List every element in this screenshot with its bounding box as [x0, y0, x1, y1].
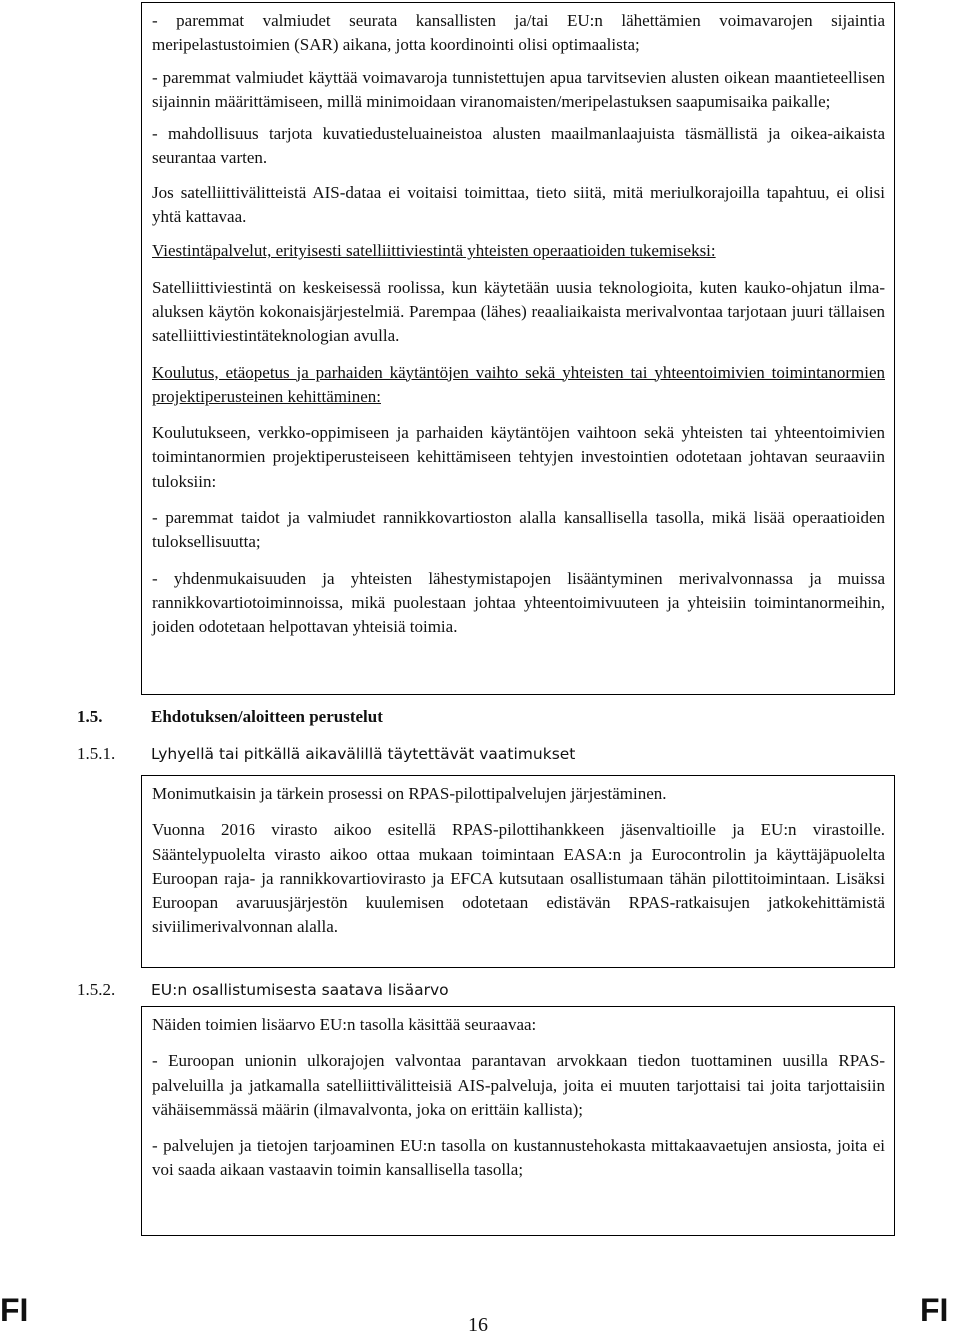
paragraph: - paremmat valmiudet seurata kansallisten ja/tai EU:n lähettämien voimavarojen sijaintia meripelastustoimien (SAR) aikana, jotta koordinointi olisi optimaalista;: [152, 11, 885, 55]
paragraph: - Euroopan unionin ulkorajojen valvontaa parantavan arvokkaan tiedon tuottaminen uusilla RPAS-palveluilla ja jatkamalla satelliittivälitteisiä AIS-palveluja, joita ei muuten tarjottaisi tai joita tarjottaisiin vähäisemmässä määrin (ilmavalvonta, joka on erittäin kallista);: [152, 1051, 885, 1119]
paragraph: - palvelujen ja tietojen tarjoaminen EU:n tasolla on kustannustehokasta mittakaavaetujen ansiosta, joita ei voi saada aikaan vastaavin toimin kansallisella tasolla;: [152, 1136, 885, 1180]
footer-language-right: FI: [920, 1292, 949, 1328]
paragraph: Jos satelliittivälitteistä AIS-dataa ei voitaisi toimittaa, tieto siitä, mitä meriulkorajoilla tapahtuu, ei olisi yhtä kattavaa.: [152, 182, 885, 227]
paragraph: - paremmat taidot ja valmiudet rannikkovartioston alalla kansallisella tasolla, mikä lisää operaatioiden tuloksellisuutta;: [152, 508, 885, 552]
footer-language-left: FI: [0, 1292, 29, 1328]
paragraph: - yhdenmukaisuuden ja yhteisten lähestymistapojen lisääntyminen merivalvonnassa ja muissa rannikkovartiotoiminnoissa, mikä puolestaan johtaa yhteentoimivuuteen ja yhteisiin toimintanormeihin, joiden odotetaan helpottavan yhteisiä toimia.: [152, 568, 885, 637]
section-title: EU:n osallistumisesta saatava lisäarvo: [151, 981, 449, 999]
text-box-2: [141, 775, 895, 968]
subheading-training: Koulutus, etäopetus ja parhaiden käytäntöjen vaihto sekä yhteisten tai yhteentoimivien toimintanormien projektiperusteinen kehittäminen:: [152, 362, 885, 406]
paragraph: Vuonna 2016 virasto aikoo esitellä RPAS-pilottihankkeen jäsenvaltioille ja EU:n virastoille. Sääntelypuolelta virasto aikoo ottaa mukaan toimintaan EASA:n ja Eurocontrolin ja käyttäjäpuolelta Euroopan raja- ja rannikkovartiovirasto ja EFCA kutsutaan osallistumaan tähän pilottitoimintaan. Lisäksi Euroopan avaruusjärjestön kuulemisen odotetaan edistävän RPAS-ratkaisujen jatkokehittämistä siviilimerivalvonnan alalla.: [152, 820, 885, 937]
section-title: Lyhyellä tai pitkällä aikavälillä täytettävät vaatimukset: [151, 745, 576, 763]
paragraph: Koulutukseen, verkko-oppimiseen ja parhaiden käytäntöjen vaihtoon sekä yhteisten tai yhteentoimivien toimintanormien projektiperusteiseen kehittämiseen tehtyjen investointien odotetaan johtavan seuraaviin tuloksiin:: [152, 423, 885, 491]
section-heading-1-5-2: [77, 979, 449, 1001]
section-number: 1.5.: [77, 707, 103, 726]
section-heading-1-5-1: [77, 743, 575, 765]
section-heading-1-5: [77, 706, 383, 728]
section-number: 1.5.1.: [77, 744, 116, 763]
paragraph: - paremmat valmiudet käyttää voimavaroja tunnistettujen apua tarvitsevien alusten oikean maantieteellisen sijainnin määrittämiseen, millä minimoidaan viranomaisten/meripelastuksen saapumisaika paikalle;: [152, 67, 885, 111]
paragraph: Monimutkaisin ja tärkein prosessi on RPAS-pilottipalvelujen järjestäminen.: [152, 784, 667, 803]
subheading-communications: Viestintäpalvelut, erityisesti satelliittiviestintä yhteisten operaatioiden tukemiseksi:: [152, 241, 716, 261]
section-number: 1.5.2.: [77, 980, 116, 999]
page-number: 16: [468, 1314, 488, 1336]
paragraph: - mahdollisuus tarjota kuvatiedusteluaineistoa alusten maailmanlaajuista täsmällistä ja oikea-aikaista seurantaa varten.: [152, 124, 885, 168]
paragraph: Näiden toimien lisäarvo EU:n tasolla käsittää seuraavaa:: [152, 1015, 537, 1034]
paragraph: Satelliittiviestintä on keskeisessä roolissa, kun käytetään uusia teknologioita, kuten kauko-ohjatun ilma-aluksen käytön kokonaisjärjestelmiä. Parempaa (lähes) reaaliaikaista merivalvontaa tarjotaan juuri tällaisen satelliittiviestintäteknologian avulla.: [152, 277, 885, 346]
text-box-1: [141, 2, 895, 695]
section-title: Ehdotuksen/aloitteen perustelut: [151, 707, 383, 726]
text-box-3: [141, 1006, 895, 1236]
